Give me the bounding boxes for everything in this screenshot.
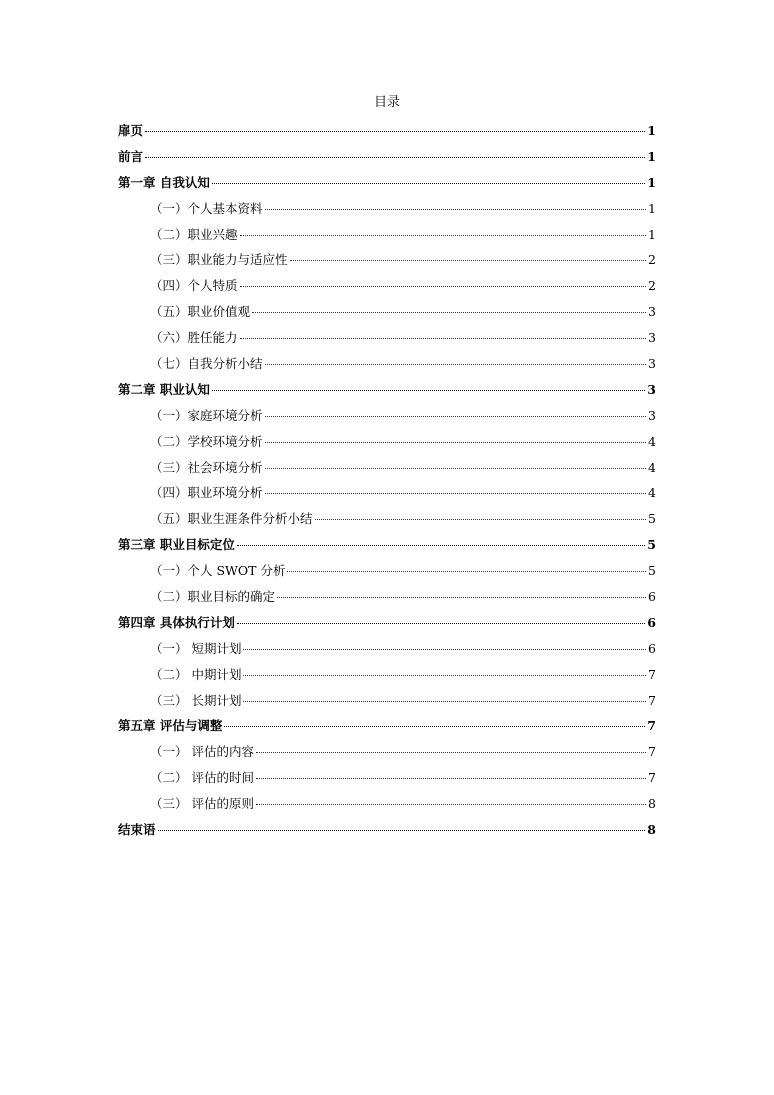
toc-section-entry[interactable] [118,509,656,535]
toc-dot-leader [252,312,646,313]
toc-page-number: 8 [648,796,656,812]
toc-page-number: 4 [648,485,656,501]
toc-section-entry[interactable] [118,794,656,820]
toc-section-entry[interactable] [118,225,656,251]
toc-dot-leader [256,804,646,805]
toc-chapter-entry[interactable] [118,820,656,846]
toc-list [118,121,656,846]
toc-dot-leader [240,235,646,236]
toc-section-entry[interactable] [118,354,656,380]
toc-page-number: 3 [648,407,656,423]
toc-entry-label: （一）个人基本资料 [150,200,263,216]
toc-dot-leader [256,752,646,753]
toc-page-number: 2 [648,252,656,268]
toc-section-entry[interactable] [118,458,656,484]
toc-chapter-entry[interactable] [118,173,656,199]
toc-page-number: 8 [647,822,656,838]
toc-dot-leader [277,597,646,598]
toc-entry-label: 第四章 具体执行计划 [118,614,235,630]
toc-section-entry[interactable] [118,483,656,509]
toc-page-number: 5 [648,563,656,579]
toc-page-number: 5 [647,537,656,553]
toc-dot-leader [240,338,646,339]
toc-chapter-entry[interactable] [118,613,656,639]
toc-page-number: 2 [648,278,656,294]
toc-entry-label: （二） 评估的时间 [150,770,254,786]
toc-entry-label: （一） 评估的内容 [150,744,254,760]
toc-page-number: 6 [648,640,656,656]
toc-dot-leader [158,830,646,831]
toc-entry-label: （二）学校环境分析 [150,433,263,449]
toc-page-number: 7 [648,744,656,760]
toc-entry-label: （三） 评估的原则 [150,796,254,812]
toc-page-number: 3 [648,356,656,372]
toc-entry-label: 前言 [118,148,144,164]
toc-page-number: 7 [648,770,656,786]
toc-section-entry[interactable] [118,639,656,665]
toc-section-entry[interactable] [118,691,656,717]
toc-entry-label: 第二章 职业认知 [118,381,210,397]
toc-page-number: 6 [648,589,656,605]
toc-section-entry[interactable] [118,432,656,458]
toc-entry-label: （二）职业目标的确定 [150,589,276,605]
toc-dot-leader [243,675,646,676]
toc-page-number: 4 [648,459,656,475]
toc-page-number: 1 [648,200,656,216]
toc-page-number: 1 [648,226,656,242]
toc-entry-label: 结束语 [118,822,156,838]
toc-page-number: 1 [647,148,656,164]
toc-entry-label: 扉页 [118,123,144,138]
toc-entry-label: （三） 长期计划 [150,692,242,708]
toc-page-number: 6 [647,614,656,630]
toc-section-entry[interactable] [118,250,656,276]
toc-entry-label: （二）职业兴趣 [150,226,238,242]
toc-entry-label: （一）家庭环境分析 [150,407,263,423]
toc-entry-label: （四）职业环境分析 [150,485,263,501]
toc-page-number: 7 [648,666,656,682]
toc-dot-leader [212,183,645,184]
toc-entry-label: （一） 短期计划 [150,640,242,656]
toc-chapter-entry[interactable] [118,380,656,406]
toc-section-entry[interactable] [118,587,656,613]
toc-section-entry[interactable] [118,328,656,354]
toc-dot-leader [287,571,646,572]
toc-section-entry[interactable] [118,665,656,691]
toc-chapter-entry[interactable] [118,147,656,173]
toc-page-number: 1 [647,123,656,138]
toc-dot-leader [265,416,646,417]
toc-section-entry[interactable] [118,199,656,225]
toc-section-entry[interactable] [118,742,656,768]
toc-page-number: 4 [648,433,656,449]
toc-section-entry[interactable] [118,768,656,794]
toc-entry-label: （三）社会环境分析 [150,459,263,475]
toc-page-number: 1 [647,174,656,190]
toc-entry-label: 第五章 评估与调整 [118,718,223,734]
toc-page-number: 7 [648,692,656,708]
toc-dot-leader [256,778,646,779]
toc-section-entry[interactable] [118,406,656,432]
toc-page-number: 3 [647,381,656,397]
toc-chapter-entry[interactable] [118,121,656,147]
toc-dot-leader [237,545,645,546]
toc-entry-label: （一）个人 SWOT 分析 [150,563,286,579]
toc-entry-label: （七）自我分析小结 [150,356,263,372]
toc-dot-leader [265,442,646,443]
toc-dot-leader [145,131,645,132]
toc-entry-label: 第三章 职业目标定位 [118,537,235,553]
toc-section-entry[interactable] [118,561,656,587]
toc-entry-label: （五）职业生涯条件分析小结 [150,511,313,527]
toc-chapter-entry[interactable] [118,535,656,561]
toc-section-entry[interactable] [118,302,656,328]
toc-page-number: 3 [648,330,656,346]
toc-dot-leader [240,286,646,287]
toc-dot-leader [243,701,646,702]
toc-dot-leader [212,390,645,391]
toc-page-number: 3 [648,304,656,320]
toc-dot-leader [237,623,645,624]
toc-dot-leader [265,364,646,365]
toc-entry-label: （六）胜任能力 [150,330,238,346]
toc-section-entry[interactable] [118,276,656,302]
toc-dot-leader [265,468,646,469]
toc-dot-leader [243,649,646,650]
toc-title: 目录 [373,95,400,110]
toc-entry-label: （二） 中期计划 [150,666,242,682]
toc-dot-leader [315,519,646,520]
toc-page-number: 7 [647,718,656,734]
toc-dot-leader [290,260,646,261]
toc-entry-label: 第一章 自我认知 [118,174,210,190]
toc-dot-leader [224,726,645,727]
toc-entry-label: （三）职业能力与适应性 [150,252,288,268]
toc-chapter-entry[interactable] [118,716,656,742]
toc-dot-leader [265,209,646,210]
toc-page-number: 5 [648,511,656,527]
toc-entry-label: （四）个人特质 [150,278,238,294]
toc-dot-leader [265,493,646,494]
toc-dot-leader [145,157,645,158]
toc-entry-label: （五）职业价值观 [150,304,251,320]
